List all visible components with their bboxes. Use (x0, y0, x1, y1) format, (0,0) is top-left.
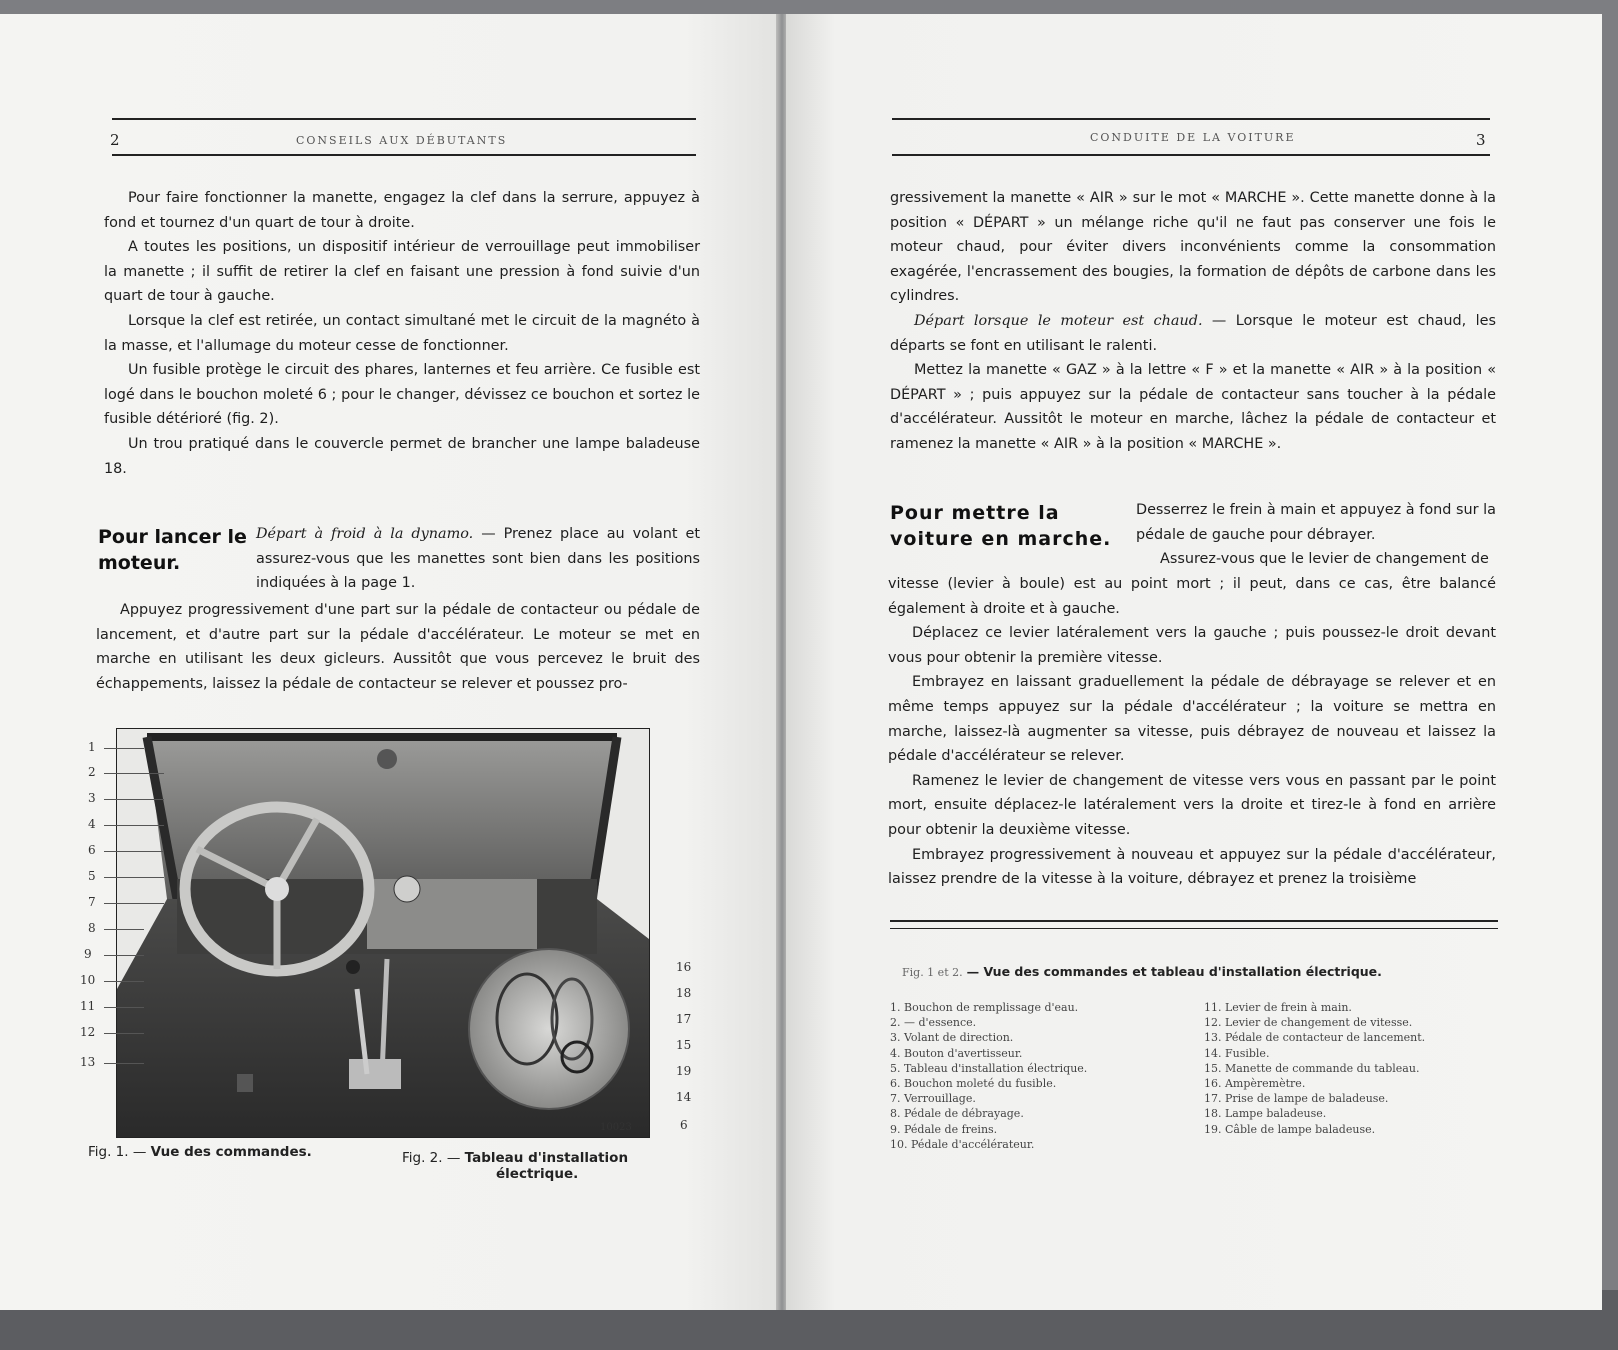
callout-label: 1 (88, 740, 96, 754)
body-text-bottom (888, 572, 1496, 892)
running-head: CONSEILS AUX DÉBUTANTS (296, 134, 508, 147)
callout-line (104, 1063, 144, 1064)
legend-item: 18. Lampe baladeuse. (1204, 1107, 1327, 1121)
callout-label: 15 (676, 1038, 692, 1052)
page-number: 3 (1476, 131, 1486, 149)
callout-label: 11 (80, 999, 96, 1013)
paragraph: Embrayez progressivement à nouveau et appuyez sur la pédale d'accélérateur, laissez prendre de la vitesse à la voiture, débrayez et prenez la troisième (888, 846, 1496, 888)
callout-label: 6 (88, 843, 96, 857)
body-text-top (104, 186, 700, 481)
legend-item: 19. Câble de lampe baladeuse. (1204, 1122, 1376, 1136)
caption-title-2: électrique. (496, 1166, 579, 1182)
legend-item: 17. Prise de lampe de baladeuse. (1204, 1092, 1389, 1106)
legend-right-column (1204, 1000, 1425, 1137)
callout-line (104, 877, 164, 878)
callout-label: 18 (676, 986, 692, 1000)
callout-label: 9 (84, 947, 92, 961)
paragraph: Ramenez le levier de changement de vitesse vers vous en passant par le point mort, ensuite déplacez-le latéralement vers la droite et tirez-le à fond en arrière pour obtenir la deuxième vitesse. (888, 772, 1496, 838)
right-page (786, 14, 1602, 1310)
callout-line (104, 851, 164, 852)
paragraph: Déplacez ce levier latéralement vers la gauche ; puis poussez-le droit devant vous pour obtenir la première vitesse. (888, 625, 1496, 666)
legend-title-prefix: Fig. 1 et 2. (902, 966, 963, 979)
callout-label: 6 (680, 1118, 688, 1132)
header-rule-top (892, 118, 1490, 120)
section-heading: Pour lancer le moteur. (98, 526, 247, 574)
caption-title: Tableau d'installation (464, 1150, 629, 1166)
legend-rule-top (890, 920, 1498, 922)
figure-number: 10023 (600, 1122, 632, 1133)
paragraph: Mettez la manette « GAZ » à la lettre « F » et la manette « AIR » à la position « DÉPART » ; puis appuyez sur la pédale de contacteur sans toucher à la pédale d'accélérateur. Aussitôt le moteur en marche, lâchez la pédale de contacteur et ramenez la manette « AIR » à la position « MARCHE ». (890, 362, 1496, 452)
callout-line (104, 799, 164, 800)
callout-label: 17 (676, 1012, 692, 1026)
callout-line (104, 981, 144, 982)
callout-label: 7 (88, 895, 96, 909)
paragraph: Pour faire fonctionner la manette, engagez la clef dans la serrure, appuyez à fond et tournez d'un quart de tour à droite. (104, 190, 700, 231)
legend-item: 1. Bouchon de remplissage d'eau. (890, 1001, 1079, 1014)
legend-item: 2. — d'essence. (890, 1016, 977, 1030)
legend-item: 10. Pédale d'accélérateur. (890, 1137, 1035, 1151)
legend-title (902, 964, 1382, 979)
legend-item: 3. Volant de direction. (890, 1031, 1014, 1045)
callout-label: 8 (88, 921, 96, 935)
paragraph: Embrayez en laissant graduellement la pédale de débrayage se relever et en même temps appuyez sur la pédale d'accélérateur ; la voiture se mettra en marche, laissez-là augmenter sa vitesse, puis débrayez de nouveau et laissez la pédale d'accélérateur se relever. (888, 674, 1496, 765)
legend-item: 14. Fusible. (1204, 1046, 1270, 1060)
legend-item: 8. Pédale de débrayage. (890, 1107, 1024, 1121)
callout-label: 4 (88, 817, 96, 831)
dashboard-photo (116, 728, 650, 1138)
paragraph: gressivement la manette « AIR » sur le mot « MARCHE ». Cette manette donne à la position « DÉPART » un mélange riche qu'il ne faut pas conserver une fois le moteur chaud, pour éviter divers inconvénients comme la consommation exagérée, l'encrassement des bougies, la formation de dépôts de carbone dans les cylindres. (890, 190, 1496, 305)
body-text-bottom (96, 598, 700, 696)
legend-item: 16. Ampèremètre. (1204, 1077, 1306, 1091)
paragraph: Appuyez progressivement d'une part sur la pédale de contacteur ou pédale de lancement, et d'autre part sur la pédale d'accélérateur. Le moteur se met en marche en utilisant les deux gicleurs. Aussitôt que vous percevez le bruit des échappements, laissez la pédale de contacteur se relever et poussez pro- (96, 602, 700, 692)
paragraph: vitesse (levier à boule) est au point mort ; il peut, dans ce cas, être balancé également à droite et à gauche. (888, 576, 1496, 617)
italic-lead: Départ à froid à la dynamo. (256, 526, 474, 542)
page-number: 2 (110, 131, 120, 149)
legend-item: 12. Levier de changement de vitesse. (1204, 1016, 1413, 1030)
callout-label: 10 (80, 973, 96, 987)
callout-line (104, 1007, 144, 1008)
callout-line (104, 748, 144, 749)
callout-line (104, 773, 164, 774)
section-intro (1136, 498, 1496, 572)
section-heading: Pour mettre la voiture en marche. (890, 502, 1112, 550)
callout-label: 3 (88, 791, 96, 805)
legend-item: 11. Levier de frein à main. (1204, 1001, 1352, 1014)
section-intro (256, 522, 700, 596)
callout-line (104, 955, 144, 956)
paragraph: Un fusible protège le circuit des phares, lanternes et feu arrière. Ce fusible est logé dans le bouchon moleté 6 ; pour le changer, dévissez ce bouchon et sortez le fusible détérioré (fig. 2). (104, 362, 700, 428)
callout-label: 5 (88, 869, 96, 883)
caption-prefix: Fig. 2. — (402, 1150, 461, 1166)
legend-item: 15. Manette de commande du tableau. (1204, 1061, 1420, 1075)
header-rule-bottom (892, 154, 1490, 156)
callout-label: 19 (676, 1064, 692, 1078)
callout-label: 2 (88, 765, 96, 779)
legend-left-column (890, 1000, 1087, 1152)
caption-prefix: Fig. 1. — (88, 1144, 147, 1160)
legend-title-text: — Vue des commandes et tableau d'installation électrique. (966, 964, 1382, 979)
caption-fig2 (402, 1150, 628, 1182)
italic-lead: Départ lorsque le moteur est chaud. (914, 312, 1203, 329)
legend-item: 9. Pédale de freins. (890, 1122, 998, 1136)
callout-line (104, 903, 164, 904)
caption-title: Vue des commandes. (150, 1144, 312, 1160)
paragraph: Assurez-vous que le levier de changement de (1160, 551, 1489, 568)
callout-label: 14 (676, 1090, 692, 1104)
section-intro-text: — Prenez place au volant et assurez-vous que les manettes sont bien dans les positions indiquées à la page 1. (256, 526, 700, 592)
callout-label: 16 (676, 960, 692, 974)
legend-item: 13. Pédale de contacteur de lancement. (1204, 1031, 1426, 1045)
paragraph: Un trou pratiqué dans le couvercle permet de brancher une lampe baladeuse 18. (104, 435, 700, 477)
caption-fig1 (88, 1144, 312, 1160)
header-rule-bottom (112, 154, 696, 156)
legend-item: 6. Bouchon moleté du fusible. (890, 1077, 1057, 1091)
running-head: CONDUITE DE LA VOITURE (1090, 131, 1296, 144)
header-rule-top (112, 118, 696, 120)
legend-rule-bottom (890, 928, 1498, 929)
left-page (0, 14, 778, 1310)
callout-line (104, 929, 144, 930)
body-text-top (890, 186, 1496, 457)
legend-item: 7. Verrouillage. (890, 1092, 976, 1106)
callout-line (104, 1033, 144, 1034)
paragraph: Desserrez le frein à main et appuyez à fond sur la pédale de gauche pour débrayer. (1136, 502, 1496, 543)
paragraph-text: — Lorsque le moteur est chaud, les départs se font en utilisant le ralenti. (890, 312, 1496, 354)
legend-item: 4. Bouton d'avertisseur. (890, 1046, 1023, 1060)
callout-label: 13 (80, 1055, 96, 1069)
dashboard-illustration (117, 729, 649, 1137)
callout-label: 12 (80, 1025, 96, 1039)
callout-line (104, 825, 164, 826)
paragraph: Lorsque la clef est retirée, un contact simultané met le circuit de la magnéto à la masse, et l'allumage du moteur cesse de fonctionner. (104, 312, 700, 354)
paragraph: A toutes les positions, un dispositif intérieur de verrouillage peut immobiliser la manette ; il suffit de retirer la clef en faisant une pression à fond suivie d'un quart de tour à gauche. (104, 239, 700, 305)
legend-item: 5. Tableau d'installation électrique. (890, 1061, 1088, 1075)
